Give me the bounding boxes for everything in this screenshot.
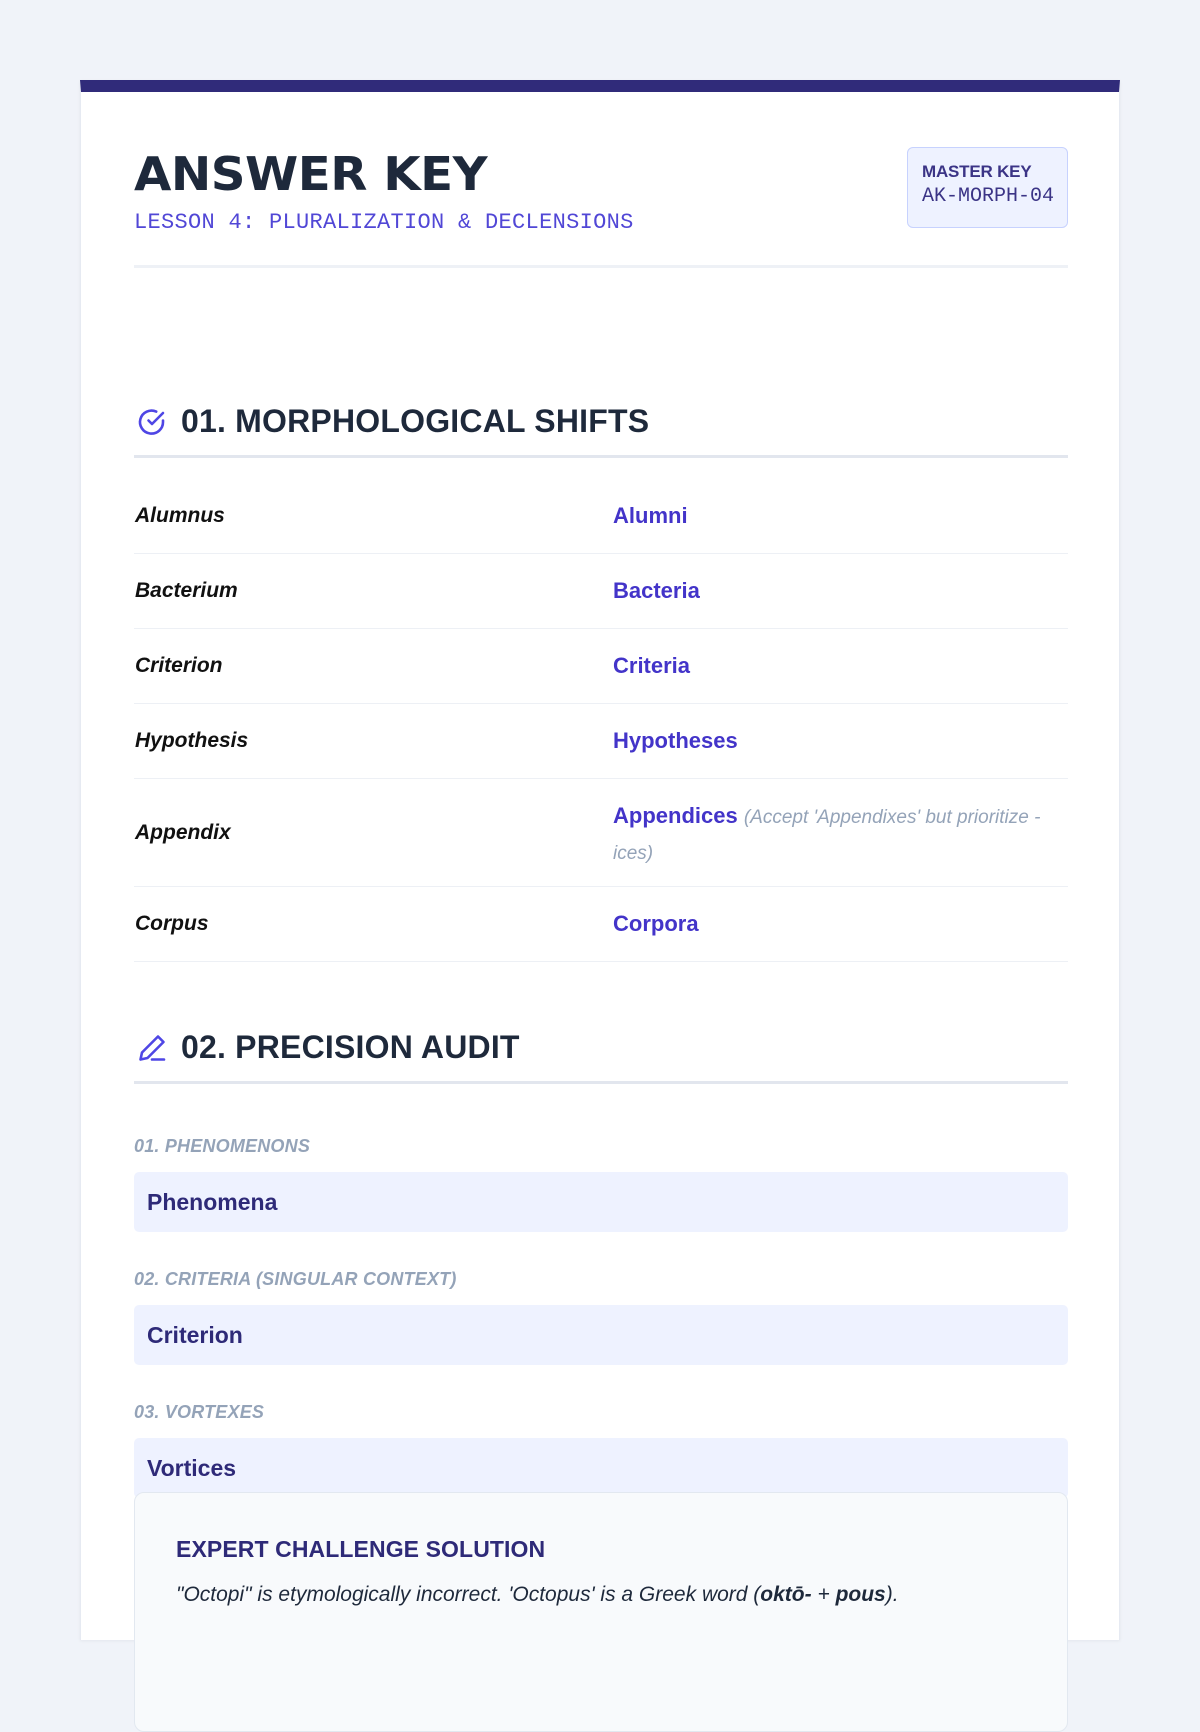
pencil-icon	[136, 1032, 168, 1064]
challenge-term-2: pous	[835, 1583, 886, 1606]
audit-item	[134, 1267, 1068, 1365]
section-title: 02. PRECISION AUDIT	[181, 1029, 520, 1065]
plural-answer: Alumni	[613, 503, 688, 528]
table-row	[134, 887, 1068, 962]
audit-answer: Criterion	[134, 1305, 1068, 1365]
plural-form	[613, 907, 1063, 941]
table-row	[134, 554, 1068, 629]
section-title: 01. MORPHOLOGICAL SHIFTS	[181, 403, 650, 439]
plural-answer: Appendices	[613, 803, 738, 828]
singular-form: Bacterium	[135, 579, 238, 602]
audit-question: 02. CRITERIA (SINGULAR CONTEXT)	[134, 1269, 457, 1289]
plural-form	[613, 499, 1063, 533]
table-row	[134, 779, 1068, 887]
plural-answer: Criteria	[613, 653, 691, 678]
plural-answer: Hypotheses	[613, 728, 738, 753]
expert-challenge-box	[134, 1492, 1068, 1732]
singular-form: Alumnus	[135, 504, 225, 527]
challenge-text-start: "Octopi" is etymologically incorrect. 'Octopus' is a Greek word (	[176, 1583, 761, 1606]
section-morphological-shifts-header	[134, 388, 1068, 458]
page-header	[134, 92, 1068, 268]
challenge-term-1: oktō-	[760, 1583, 812, 1606]
plural-form	[613, 724, 1063, 758]
table-row	[134, 704, 1068, 779]
challenge-text	[176, 1581, 1067, 1609]
answer-key-sheet	[80, 80, 1120, 1640]
singular-form: Corpus	[135, 912, 209, 935]
audit-item	[134, 1134, 1068, 1232]
audit-question: 01. PHENOMENONS	[134, 1136, 311, 1156]
plural-answer: Corpora	[613, 911, 699, 936]
page-title: ANSWER KEY	[134, 147, 488, 201]
challenge-title: EXPERT CHALLENGE SOLUTION	[176, 1536, 546, 1562]
plural-form	[613, 649, 1063, 683]
challenge-text-mid: +	[811, 1583, 836, 1606]
singular-form: Hypothesis	[135, 729, 249, 752]
audit-answer: Phenomena	[134, 1172, 1068, 1232]
audit-answer: Vortices	[134, 1438, 1068, 1498]
page-subtitle: LESSON 4: PLURALIZATION & DECLENSIONS	[134, 210, 634, 235]
master-key-badge	[907, 147, 1068, 228]
plural-note: (Accept 'Appendixes' but prioritize -ices)	[613, 807, 1041, 864]
audit-question: 03. VORTEXES	[134, 1402, 265, 1422]
plural-form	[613, 574, 1063, 608]
challenge-text-end: ).	[885, 1583, 899, 1606]
plural-answer: Bacteria	[613, 578, 700, 603]
audit-item	[134, 1400, 1068, 1498]
table-row	[134, 479, 1068, 554]
section-precision-audit-header	[134, 1014, 1068, 1084]
table-row	[134, 629, 1068, 704]
singular-form: Criterion	[135, 654, 223, 677]
plural-form	[613, 799, 1063, 871]
badge-label: MASTER KEY	[922, 162, 1032, 181]
check-circle-icon	[136, 406, 168, 438]
morphology-table	[134, 479, 1068, 962]
singular-form: Appendix	[135, 821, 231, 844]
badge-code: AK-MORPH-04	[922, 185, 1055, 208]
